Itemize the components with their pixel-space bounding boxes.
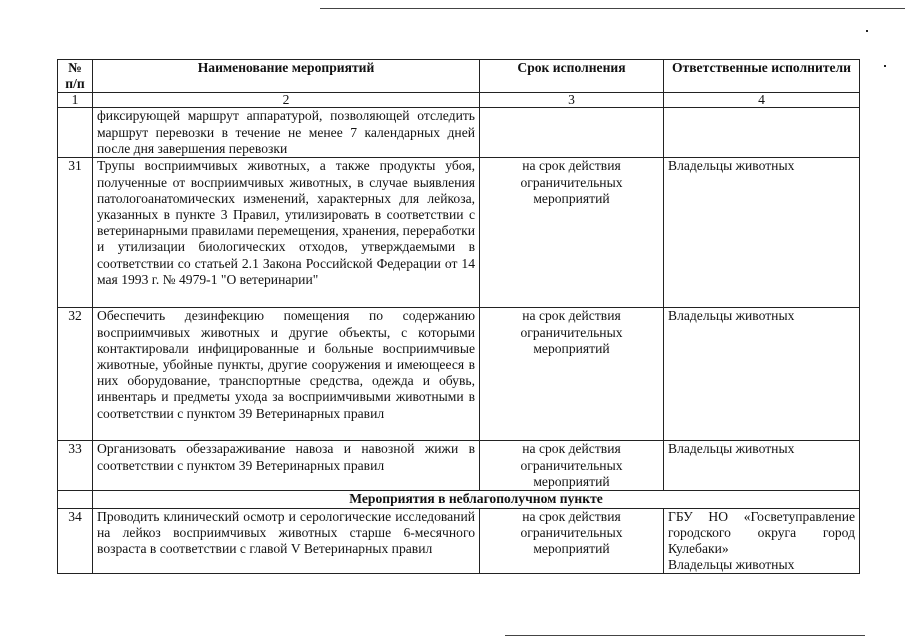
- column-number: 4: [664, 93, 860, 108]
- column-number: 1: [58, 93, 93, 108]
- table-row: [58, 158, 860, 308]
- header-name: Наименование мероприятий: [93, 60, 480, 93]
- row-responsible: Владельцы животных: [664, 441, 860, 491]
- table-row: [58, 508, 860, 574]
- section-empty-cell: [58, 491, 93, 508]
- row-text: Организовать обеззараживание навоза и навозной жижи в соответствии с пунктом 39 Ветеринарных правил: [93, 441, 480, 491]
- scan-artifact-bottom: [505, 635, 865, 636]
- table-row: [58, 108, 860, 158]
- row-text: фиксирующей маршрут аппаратурой, позволяющей отследить маршрут перевозки в течение не менее 7 календарных дней после дня завершения перевозки: [93, 108, 480, 158]
- header-resp: Ответственные исполнители: [664, 60, 860, 93]
- section-row: [58, 491, 860, 508]
- row-number: 33: [58, 441, 93, 491]
- row-term: на срок действия ограничительных мероприятий: [480, 441, 664, 491]
- scan-dot: [866, 30, 868, 32]
- row-number: 34: [58, 508, 93, 574]
- responsible-org: ГБУ НО «Госветуправление городского округа город Кулебаки»: [668, 508, 855, 557]
- table-row: [58, 308, 860, 441]
- row-term: на срок действия ограничительных мероприятий: [480, 308, 664, 441]
- row-number: 31: [58, 158, 93, 308]
- scan-artifact-top: [320, 8, 905, 9]
- table-header: [58, 60, 860, 93]
- table-row: [58, 441, 860, 491]
- row-responsible: [664, 108, 860, 158]
- row-term: [480, 108, 664, 158]
- row-responsible: Владельцы животных: [664, 308, 860, 441]
- column-number: 3: [480, 93, 664, 108]
- row-text: Проводить клинический осмотр и серологические исследований на лейкоз восприимчивых животных старше 6-месячного возраста в соответствии с главой V Ветеринарных правил: [93, 508, 480, 574]
- header-num: № п/п: [58, 60, 93, 93]
- row-term: на срок действия ограничительных мероприятий: [480, 158, 664, 308]
- scan-dot: [884, 65, 886, 67]
- row-number: [58, 108, 93, 158]
- section-title: Мероприятия в неблагополучном пункте: [93, 491, 860, 508]
- row-text: Трупы восприимчивых животных, а также продукты убоя, полученные от восприимчивых животных, в случае выявления патологоанатомических изменений, характерных для лейкоза, указанных в пункте 3 Правил, утилизировать в соответствии с ветеринарными правилами перемещения, хранения, переработки и утилизации биологических отходов, утверждаемыми в соответствии со статьей 2.1 Закона Российской Федерации от 14 мая 1993 г. № 4979-1 "О ветеринарии": [93, 158, 480, 308]
- row-term: на срок действия ограничительных мероприятий: [480, 508, 664, 574]
- column-number: 2: [93, 93, 480, 108]
- measures-table: [57, 59, 860, 574]
- header-term: Срок исполнения: [480, 60, 664, 93]
- row-text: Обеспечить дезинфекцию помещения по содержанию восприимчивых животных и другие объекты, с которыми контактировали инфицированные и больные восприимчивые животные, убойные пункты, другие сооружения и имеющееся в них оборудование, транспортные средства, одежда и обувь, инвентарь и предметы ухода за восприимчивыми животными в соответствии с пунктом 39 Ветеринарных правил: [93, 308, 480, 441]
- row-responsible: Владельцы животных: [664, 158, 860, 308]
- row-number: 32: [58, 308, 93, 441]
- responsible-owners: Владельцы животных: [668, 557, 795, 573]
- row-responsible: [664, 508, 860, 574]
- column-number-row: [58, 93, 860, 108]
